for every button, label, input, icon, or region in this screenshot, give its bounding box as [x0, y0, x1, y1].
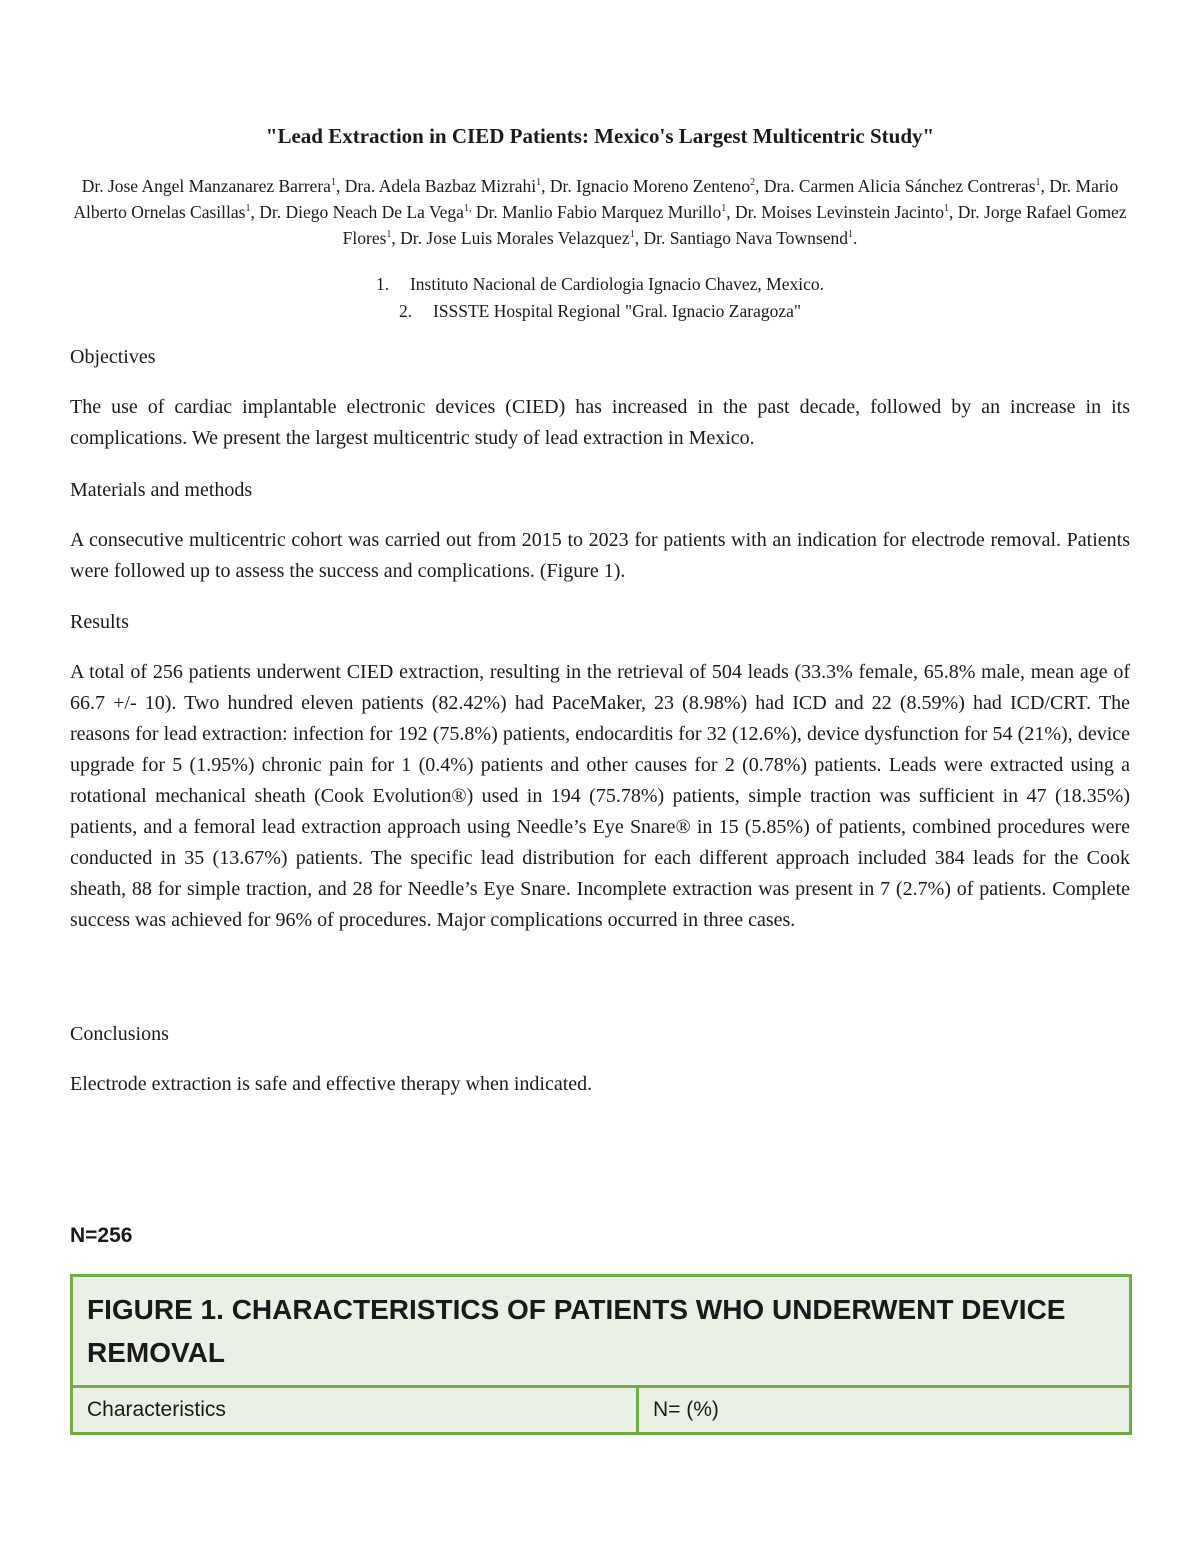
objectives-text: The use of cardiac implantable electronic devices (CIED) has increased in the past decade, followed by an increase in its complications. We present the largest multicentric study of lead extraction in Mexico.	[70, 396, 1130, 449]
author-affiliation-marker: 1	[629, 229, 635, 241]
author-name: Dr. Mario Alberto Ornelas Casillas	[73, 176, 1119, 222]
author-name: Dr. Santiago Nava Townsend	[643, 228, 848, 248]
author-name: Dr. Jose Luis Morales Velazquez	[400, 228, 630, 248]
author-name: Dr. Diego Neach De La Vega	[259, 202, 464, 222]
objectives-heading: Objectives	[70, 346, 156, 368]
figure-title-row	[72, 1276, 1131, 1387]
column-header-characteristics: Characteristics	[72, 1387, 638, 1434]
author-affiliation-marker: 1	[536, 177, 542, 189]
author-name: Dr. Jose Angel Manzanarez Barrera	[81, 176, 331, 196]
author-affiliation-marker: 1	[245, 203, 251, 215]
methods-heading: Materials and methods	[70, 479, 253, 501]
author-name: Dr. Ignacio Moreno Zenteno	[549, 176, 751, 196]
author-name: Dra. Adela Bazbaz Mizrahi	[344, 176, 537, 196]
figure-title: FIGURE 1. CHARACTERISTICS OF PATIENTS WHO UNDERWENT DEVICE REMOVAL	[72, 1276, 1131, 1387]
author-affiliation-marker: 1	[1035, 177, 1041, 189]
author-list: Dr. Jose Angel Manzanarez Barrera$^1$, Dra. Adela Bazbaz Mizrahi$^1$, Dr. Ignacio Moreno Zenteno$^2$, Dra. Carmen Alicia Sánchez Contreras$^1$, Dr. Mario Alberto Ornelas Casillas$^1$, Dr. Diego Neach De La Vega$^{1,}$ Dr. Manlio Fabio Marquez Murillo$^1$, Dr. Moises Levinstein Jacinto$^1$, Dr. Jorge Rafael Gomez Flores$^1$, Dr. Jose Luis Morales Velazquez$^1$, Dr. Santiago Nava Townsend$^1$.	[73, 176, 1127, 248]
affiliation-text: Instituto Nacional de Cardiologia Ignacio Chavez, Mexico.	[409, 274, 825, 294]
column-header-n-percent: N= (%)	[638, 1387, 1131, 1434]
author-name: Dr. Manlio Fabio Marquez Murillo	[475, 202, 722, 222]
author-affiliation-marker: 1	[944, 203, 950, 215]
figure-1-table	[70, 1274, 1132, 1435]
author-affiliation-marker: 1	[386, 229, 392, 241]
author-affiliation-marker: 2	[750, 177, 756, 189]
paper-title: "Lead Extraction in CIED Patients: Mexico's Largest Multicentric Study"	[265, 124, 935, 148]
affiliation-item	[70, 298, 1130, 325]
figure-header-row	[72, 1387, 1131, 1434]
author-affiliation-marker: 1	[847, 229, 853, 241]
author-affiliation-marker: 1	[330, 177, 336, 189]
affiliation-item	[70, 271, 1130, 298]
affiliation-text: ISSSTE Hospital Regional "Gral. Ignacio Zaragoza"	[432, 301, 802, 321]
conclusions-text: Electrode extraction is safe and effective therapy when indicated.	[70, 1073, 593, 1095]
author-name: Dr. Moises Levinstein Jacinto	[735, 202, 945, 222]
methods-text: A consecutive multicentric cohort was carried out from 2015 to 2023 for patients with an indication for electrode removal. Patients were followed up to assess the success and complications. (Figure 1).	[70, 529, 1130, 582]
affiliation-list	[70, 271, 1130, 325]
sample-size-label: N=256	[70, 1224, 133, 1247]
affiliation-number: 2.	[398, 301, 413, 321]
conclusions-heading: Conclusions	[70, 1023, 169, 1045]
author-name: Dra. Carmen Alicia Sánchez Contreras	[763, 176, 1036, 196]
results-text: A total of 256 patients underwent CIED extraction, resulting in the retrieval of 504 leads (33.3% female, 65.8% male, mean age of 66.7 +/- 10). Two hundred eleven patients (82.42%) had PaceMaker, 23 (8.98%) had ICD and 22 (8.59%) had ICD/CRT. The reasons for lead extraction: infection for 192 (75.8%) patients, endocarditis for 32 (12.6%), device dysfunction for 54 (21%), device upgrade for 5 (1.95%) chronic pain for 1 (0.4%) patients and other causes for 2 (0.78%) patients. Leads were extracted using a rotational mechanical sheath (Cook Evolution®) used in 194 (75.78%) patients, simple traction was sufficient in 47 (18.35%) patients, and a femoral lead extraction approach using Needle’s Eye Snare® in 15 (5.85%) of patients, combined procedures were conducted in 35 (13.67%) patients. The specific lead distribution for each different approach included 384 leads for the Cook sheath, 88 for simple traction, and 28 for Needle’s Eye Snare. Incomplete extraction was present in 7 (2.7%) of patients. Complete success was achieved for 96% of procedures. Major complications occurred in three cases.	[70, 661, 1130, 931]
results-heading: Results	[70, 611, 129, 633]
affiliation-number: 1.	[375, 274, 390, 294]
author-affiliation-marker: 1,	[463, 203, 472, 215]
author-name: Dr. Jorge Rafael Gomez Flores	[342, 202, 1127, 248]
author-affiliation-marker: 1	[721, 203, 727, 215]
